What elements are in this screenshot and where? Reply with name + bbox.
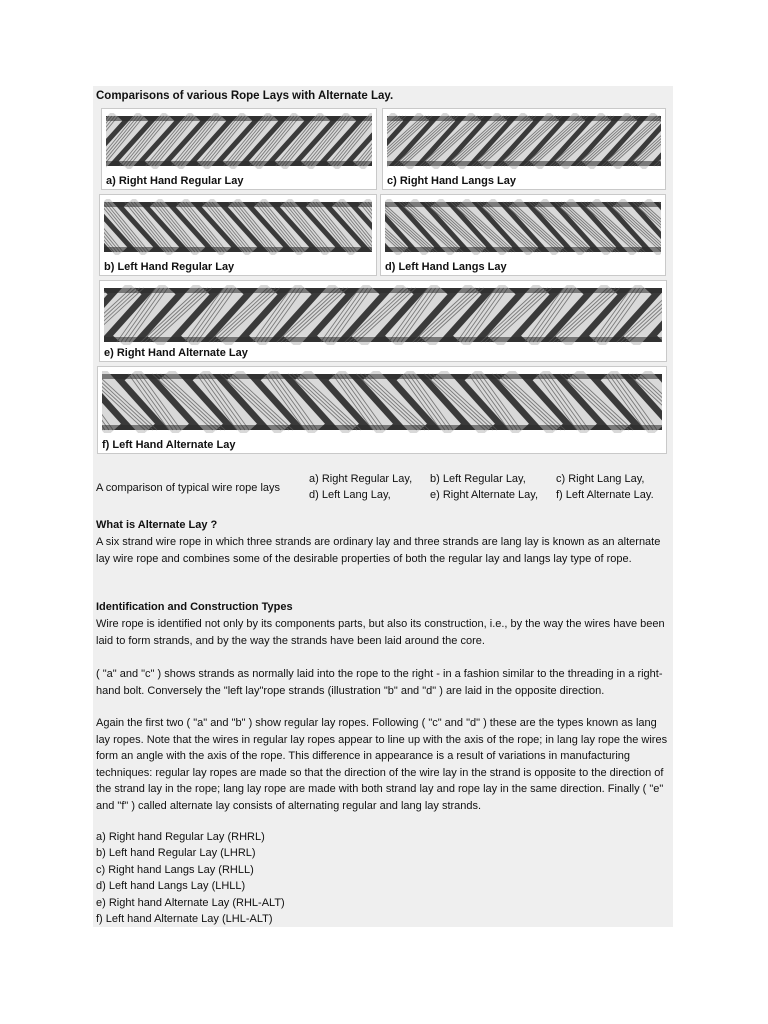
figure-caption-a: a) Right Hand Regular Lay <box>106 175 244 187</box>
list-item: c) Right hand Langs Lay (RHLL) <box>96 863 254 876</box>
figure-caption-d: d) Left Hand Langs Lay <box>385 261 507 273</box>
comparison-item: b) Left Regular Lay, <box>430 473 526 485</box>
rope-image-c <box>387 113 661 169</box>
alternate-lay-paragraph: A six strand wire rope in which three strands are ordinary lay and three strands are lang lay is known as an alternate lay wire rope and combines some of the desirable properties of both the regular lay and langs lay type of rope. <box>96 536 661 565</box>
list-item: a) Right hand Regular Lay (RHRL) <box>96 831 265 843</box>
comparison-item: d) Left Lang Lay, <box>309 489 391 501</box>
figure-caption-f: f) Left Hand Alternate Lay <box>102 439 236 451</box>
rope-image-e <box>104 285 662 345</box>
page-title: Comparisons of various Rope Lays with Alternate Lay. <box>96 90 394 102</box>
alternate-lay-heading: What is Alternate Lay ? <box>96 519 218 531</box>
document-page <box>93 86 673 927</box>
list-item: b) Left hand Regular Lay (LHRL) <box>96 847 256 860</box>
figure-e <box>99 280 667 362</box>
list-item: e) Right hand Alternate Lay (RHL-ALT) <box>96 896 285 909</box>
identification-paragraph: Wire rope is identified not only by its components parts, but also its construction, i.e., by the way the wires have been laid to form strands, and by the way the strands have been laid around the core. <box>96 618 665 647</box>
figure-c <box>382 108 666 190</box>
comparison-item: e) Right Alternate Lay, <box>430 489 539 501</box>
comparison-item: a) Right Regular Lay, <box>309 473 413 485</box>
figure-d <box>380 194 666 276</box>
figure-caption-c: c) Right Hand Langs Lay <box>387 175 516 187</box>
strand-direction-paragraph: ( "a" and "c" ) shows strands as normally laid into the rope to the right - in a fashion similar to the threading in a right-hand bolt. Conversely the "left lay"rope strands (illustration "b" and "d" ) are laid in the opposite direction. <box>96 668 663 697</box>
lay-types-paragraph: Again the first two ( "a" and "b" ) show regular lay ropes. Following ( "c" and "d" ) these are the types known as lang lay ropes. Note that the wires in regular lay ropes appear to line up with the axis of the rope; in lang lay rope the wires form an angle with the axis of the rope. This difference in appearance is a result of variations in manufacturing techniques: regular lay ropes are made so that the direction of the wire lay in the strand is opposite to the direction of the strand lay in the rope; lang lay rope are made with both strand lay and rope lay in the same direction. Finally ( "e" and "f" ) called alternate lay consists of alternating regular and lang lay strands. <box>96 717 668 812</box>
list-item: d) Left hand Langs Lay (LHLL) <box>96 880 246 893</box>
figure-b <box>99 194 377 276</box>
figure-f <box>97 366 667 454</box>
list-item: f) Left hand Alternate Lay (LHL-ALT) <box>96 913 273 926</box>
rope-image-d <box>385 199 661 255</box>
figure-caption-e: e) Right Hand Alternate Lay <box>104 347 248 359</box>
rope-image-b <box>104 199 372 255</box>
figure-a <box>101 108 377 190</box>
figure-caption-b: b) Left Hand Regular Lay <box>104 261 235 273</box>
comparison-label: A comparison of typical wire rope lays <box>96 482 281 494</box>
rope-image-f <box>102 371 662 433</box>
identification-heading: Identification and Construction Types <box>96 601 293 613</box>
comparison-item: f) Left Alternate Lay. <box>556 489 654 501</box>
comparison-table <box>309 473 669 507</box>
rope-image-a <box>106 113 372 169</box>
comparison-item: c) Right Lang Lay, <box>556 473 645 485</box>
lay-list <box>96 829 285 927</box>
